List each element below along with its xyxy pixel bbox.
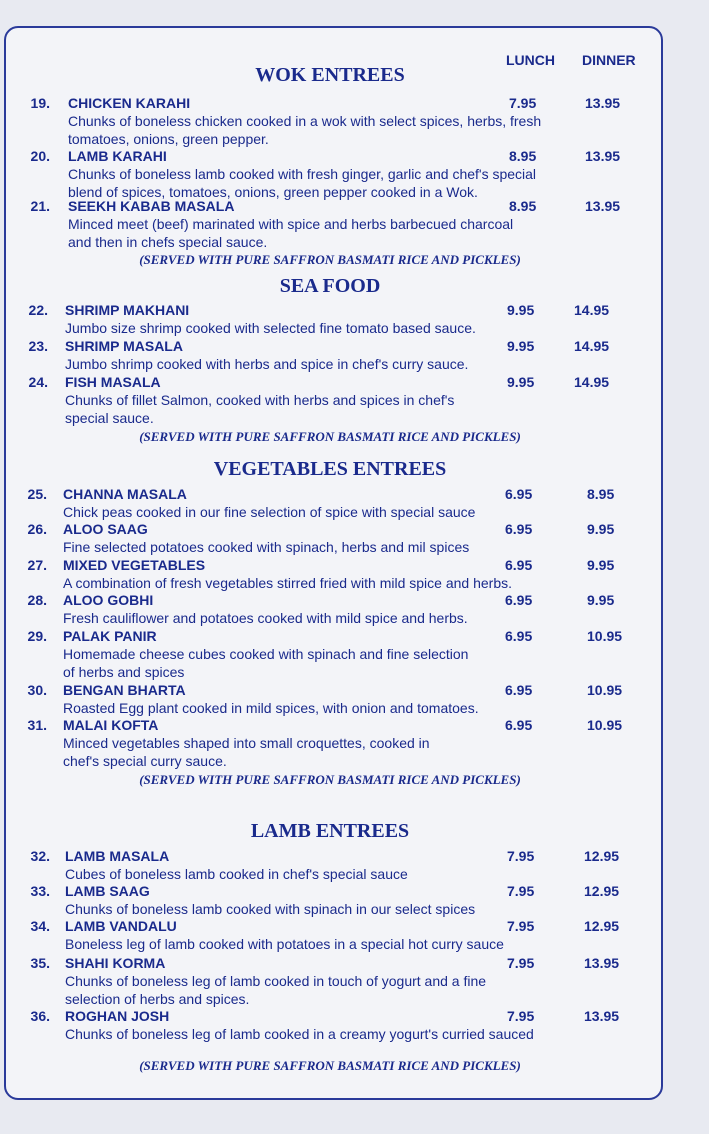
dinner-price: 9.95	[587, 592, 615, 608]
dinner-column-header: DINNER	[582, 52, 636, 68]
section-title: VEGETABLES ENTREES	[213, 458, 447, 480]
lunch-price: 6.95	[505, 486, 533, 502]
item-description: Fresh cauliflower and potatoes cooked with mild spice and herbs.	[63, 610, 468, 626]
lunch-price: 9.95	[507, 302, 535, 318]
dinner-price: 8.95	[587, 486, 615, 502]
item-description: Chunks of boneless lamb cooked with fresh ginger, garlic and chef's special	[68, 166, 537, 182]
item-number: 33.	[30, 883, 50, 899]
item-description: Chunks of boneless leg of lamb cooked in a creamy yogurt's curried sauced	[65, 1026, 534, 1042]
item-name: LAMB MASALA	[65, 848, 170, 864]
dinner-price: 10.95	[587, 628, 623, 644]
lunch-price: 7.95	[507, 955, 535, 971]
item-name: MIXED VEGETABLES	[63, 557, 206, 573]
dinner-price: 10.95	[587, 682, 623, 698]
item-name: FISH MASALA	[65, 374, 161, 390]
dinner-price: 12.95	[584, 918, 620, 934]
item-number: 25.	[27, 486, 47, 502]
item-description: Boneless leg of lamb cooked with potatoes in a special hot curry sauce	[65, 936, 504, 952]
item-number: 21.	[30, 198, 50, 214]
item-description: tomatoes, onions, green pepper.	[68, 131, 269, 147]
item-number: 32.	[30, 848, 50, 864]
item-name: SHAHI KORMA	[65, 955, 166, 971]
item-description: selection of herbs and spices.	[65, 991, 250, 1007]
lunch-price: 6.95	[505, 717, 533, 733]
dinner-price: 12.95	[584, 848, 620, 864]
item-description: Roasted Egg plant cooked in mild spices, with onion and tomatoes.	[63, 700, 479, 716]
dinner-price: 14.95	[574, 338, 610, 354]
item-name: MALAI KOFTA	[63, 717, 159, 733]
section-title: SEA FOOD	[279, 275, 381, 297]
item-name: CHICKEN KARAHI	[68, 95, 191, 111]
dinner-price: 13.95	[585, 95, 621, 111]
item-name: PALAK PANIR	[63, 628, 157, 644]
item-description: Minced meet (beef) marinated with spice and herbs barbecued charcoal	[68, 216, 514, 232]
item-description: Chunks of boneless leg of lamb cooked in touch of yogurt and a fine	[65, 973, 487, 989]
lunch-price: 6.95	[505, 592, 533, 608]
item-description: Chick peas cooked in our fine selection of spice with special sauce	[63, 504, 476, 520]
item-name: BENGAN BHARTA	[63, 682, 186, 698]
item-description: Chunks of boneless chicken cooked in a wok with select spices, herbs, fresh	[68, 113, 542, 129]
item-number: 26.	[27, 521, 47, 537]
dinner-price: 13.95	[585, 148, 621, 164]
item-name: LAMB SAAG	[65, 883, 150, 899]
lunch-price: 7.95	[509, 95, 537, 111]
lunch-price: 9.95	[507, 338, 535, 354]
item-description: Jumbo shrimp cooked with herbs and spice in chef's curry sauce.	[65, 356, 469, 372]
item-name: SHRIMP MASALA	[65, 338, 183, 354]
dinner-price: 14.95	[574, 302, 610, 318]
served-note: (SERVED WITH PURE SAFFRON BASMATI RICE AND PICKLES)	[139, 252, 521, 267]
item-number: 27.	[27, 557, 47, 573]
item-number: 23.	[28, 338, 48, 354]
item-number: 28.	[27, 592, 47, 608]
item-description: Homemade cheese cubes cooked with spinach and fine selection	[63, 646, 469, 662]
section-title: LAMB ENTREES	[250, 820, 410, 842]
item-name: ALOO SAAG	[63, 521, 148, 537]
lunch-price: 6.95	[505, 682, 533, 698]
item-number: 29.	[27, 628, 47, 644]
item-description: blend of spices, tomatoes, onions, green pepper cooked in a Wok.	[68, 184, 478, 200]
item-number: 22.	[28, 302, 48, 318]
item-description: Fine selected potatoes cooked with spinach, herbs and mil spices	[63, 539, 470, 555]
lunch-price: 7.95	[507, 883, 535, 899]
item-description: and then in chefs special sauce.	[68, 234, 268, 250]
lunch-column-header: LUNCH	[506, 52, 555, 68]
dinner-price: 13.95	[584, 1008, 620, 1024]
served-note: (SERVED WITH PURE SAFFRON BASMATI RICE AND PICKLES)	[139, 429, 521, 444]
dinner-price: 9.95	[587, 521, 615, 537]
item-number: 19.	[30, 95, 50, 111]
dinner-price: 13.95	[585, 198, 621, 214]
item-name: LAMB KARAHI	[68, 148, 167, 164]
served-note: (SERVED WITH PURE SAFFRON BASMATI RICE AND PICKLES)	[139, 1058, 521, 1073]
item-description: Jumbo size shrimp cooked with selected fine tomato based sauce.	[65, 320, 476, 336]
lunch-price: 7.95	[507, 1008, 535, 1024]
item-number: 34.	[30, 918, 50, 934]
item-number: 24.	[28, 374, 48, 390]
dinner-price: 12.95	[584, 883, 620, 899]
dinner-price: 13.95	[584, 955, 620, 971]
lunch-price: 7.95	[507, 848, 535, 864]
item-name: ALOO GOBHI	[63, 592, 154, 608]
item-name: SEEKH KABAB MASALA	[68, 198, 235, 214]
item-number: 35.	[30, 955, 50, 971]
item-number: 36.	[30, 1008, 50, 1024]
dinner-price: 14.95	[574, 374, 610, 390]
item-description: Chunks of fillet Salmon, cooked with herbs and spices in chef's	[65, 392, 455, 408]
item-number: 30.	[27, 682, 47, 698]
item-description: of herbs and spices	[63, 664, 185, 680]
item-description: Minced vegetables shaped into small croquettes, cooked in	[63, 735, 430, 751]
item-name: LAMB VANDALU	[65, 918, 177, 934]
item-description: Chunks of boneless lamb cooked with spinach in our select spices	[65, 901, 476, 917]
lunch-price: 6.95	[505, 521, 533, 537]
lunch-price: 6.95	[505, 628, 533, 644]
lunch-price: 7.95	[507, 918, 535, 934]
section-title: WOK ENTREES	[255, 64, 405, 86]
served-note: (SERVED WITH PURE SAFFRON BASMATI RICE AND PICKLES)	[139, 772, 521, 787]
lunch-price: 8.95	[509, 198, 537, 214]
item-description: A combination of fresh vegetables stirred fried with mild spice and herbs.	[63, 575, 513, 591]
lunch-price: 8.95	[509, 148, 537, 164]
item-name: ROGHAN JOSH	[65, 1008, 170, 1024]
dinner-price: 9.95	[587, 557, 615, 573]
item-description: special sauce.	[65, 410, 154, 426]
item-name: SHRIMP MAKHANI	[65, 302, 190, 318]
item-number: 31.	[27, 717, 47, 733]
item-name: CHANNA MASALA	[63, 486, 187, 502]
item-number: 20.	[30, 148, 50, 164]
lunch-price: 6.95	[505, 557, 533, 573]
item-description: chef's special curry sauce.	[63, 753, 227, 769]
dinner-price: 10.95	[587, 717, 623, 733]
lunch-price: 9.95	[507, 374, 535, 390]
item-description: Cubes of boneless lamb cooked in chef's special sauce	[65, 866, 408, 882]
